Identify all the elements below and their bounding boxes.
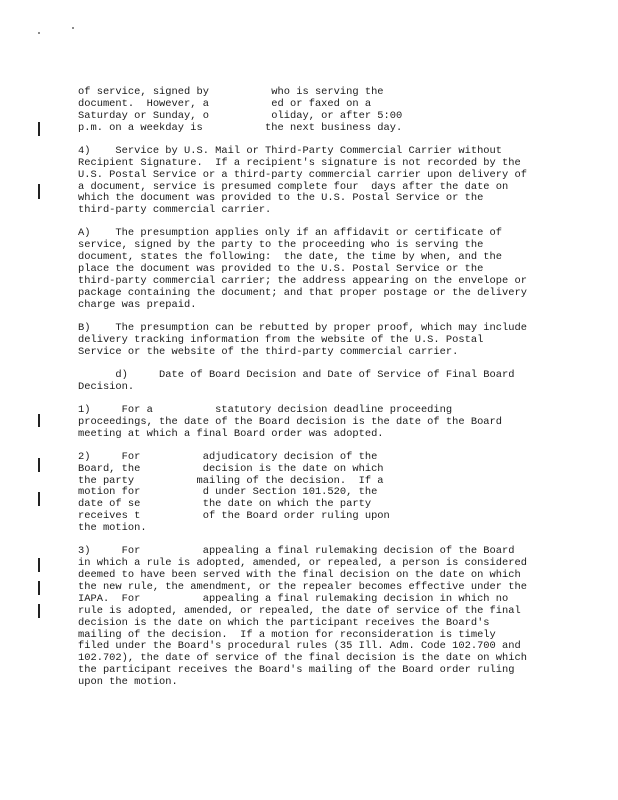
text-line: Saturday or Sunday, o oliday, or after 5:00 bbox=[78, 109, 403, 122]
text-line: mailing of the decision. If a motion for reconsideration is timely bbox=[78, 628, 496, 641]
text-line: d) Date of Board Decision and Date of Service of Final Board bbox=[78, 368, 515, 381]
text-line: a document, service is presumed complete four days after the date on bbox=[78, 180, 509, 193]
text-line: upon the motion. bbox=[78, 676, 178, 689]
text-line: package containing the document; and that proper postage or the delivery bbox=[78, 286, 527, 299]
revision-bar bbox=[38, 581, 40, 595]
text-line: deemed to have been served with the final decision on the date on which bbox=[78, 569, 521, 581]
text-line: delivery tracking information from the website of the U.S. Postal bbox=[78, 333, 484, 346]
text-line: third-party commercial carrier; the address appearing on the envelope or bbox=[78, 275, 527, 287]
text-line: Decision. bbox=[78, 380, 135, 393]
scan-speck bbox=[38, 32, 40, 34]
text-line: 102.702), the date of service of the final decision is the date on which bbox=[78, 652, 527, 665]
text-line: decision is the date on which the participant receives the Board's bbox=[78, 616, 490, 629]
text-line: Recipient Signature. If a recipient's signature is not recorded by the bbox=[78, 156, 521, 169]
text-line: the party mailing of the decision. If a bbox=[78, 474, 384, 487]
revision-bar bbox=[38, 558, 40, 572]
text-line: 3) For appealing a final rulemaking decision of the Board bbox=[78, 545, 515, 558]
text-line: filed under the Board's procedural rules (35 Ill. Adm. Code 102.700 and bbox=[78, 640, 521, 653]
text-line: 2) For adjudicatory decision of the bbox=[78, 450, 378, 463]
text-line: document. However, a ed or faxed on a bbox=[78, 97, 372, 110]
text-line: rule is adopted, amended, or repealed, the date of service of the final bbox=[78, 604, 521, 617]
text-line: charge was prepaid. bbox=[78, 298, 197, 311]
text-line: A) The presumption applies only if an affidavit or certificate of bbox=[78, 227, 503, 240]
text-line: the participant receives the Board's mailing of the Board order ruling bbox=[78, 664, 515, 677]
text-line: B) The presumption can be rebutted by proper proof, which may include bbox=[78, 321, 527, 334]
text-line: receives t of the Board order ruling upon bbox=[78, 510, 390, 523]
revision-bar bbox=[38, 414, 40, 427]
text-line: Service or the website of the third-party commercial carrier. bbox=[78, 345, 459, 358]
text-line: the new rule, the amendment, or the repealer becomes effective under the bbox=[78, 580, 527, 593]
text-line: p.m. on a weekday is the next business day. bbox=[78, 121, 403, 134]
text-line: service, signed by the party to the proceeding who is serving the bbox=[78, 239, 484, 252]
scan-speck bbox=[72, 27, 74, 29]
revision-bar bbox=[38, 492, 40, 506]
text-line: the motion. bbox=[78, 522, 147, 535]
text-line: proceedings, the date of the Board decision is the date of the Board bbox=[78, 415, 503, 428]
text-line: third-party commercial carrier. bbox=[78, 204, 272, 217]
text-line: in which a rule is adopted, amended, or repealed, a person is considered bbox=[78, 557, 527, 570]
text-line: 4) Service by U.S. Mail or Third-Party Commercial Carrier without bbox=[78, 144, 503, 157]
text-line: meeting at which a final Board order was adopted. bbox=[78, 427, 384, 440]
revision-bar bbox=[38, 458, 40, 472]
revision-bar bbox=[38, 122, 40, 136]
text-line: which the document was provided to the U.S. Postal Service or the bbox=[78, 192, 484, 205]
text-line: place the document was provided to the U.S. Postal Service or the bbox=[78, 263, 484, 276]
text-line: of service, signed by who is serving the bbox=[78, 86, 384, 98]
text-line: U.S. Postal Service or a third-party commercial carrier upon delivery of bbox=[78, 168, 527, 181]
text-line: document, states the following: the date, the time by when, and the bbox=[78, 251, 503, 264]
text-line: 1) For a statutory decision deadline proceeding bbox=[78, 403, 453, 416]
text-line: motion for d under Section 101.520, the bbox=[78, 486, 378, 499]
revision-bar bbox=[38, 184, 40, 199]
text-line: date of se the date on which the party bbox=[78, 498, 372, 511]
text-line: IAPA. For appealing a final rulemaking decision in which no bbox=[78, 592, 509, 605]
text-line: Board, the decision is the date on which bbox=[78, 462, 384, 475]
revision-bar bbox=[38, 604, 40, 618]
